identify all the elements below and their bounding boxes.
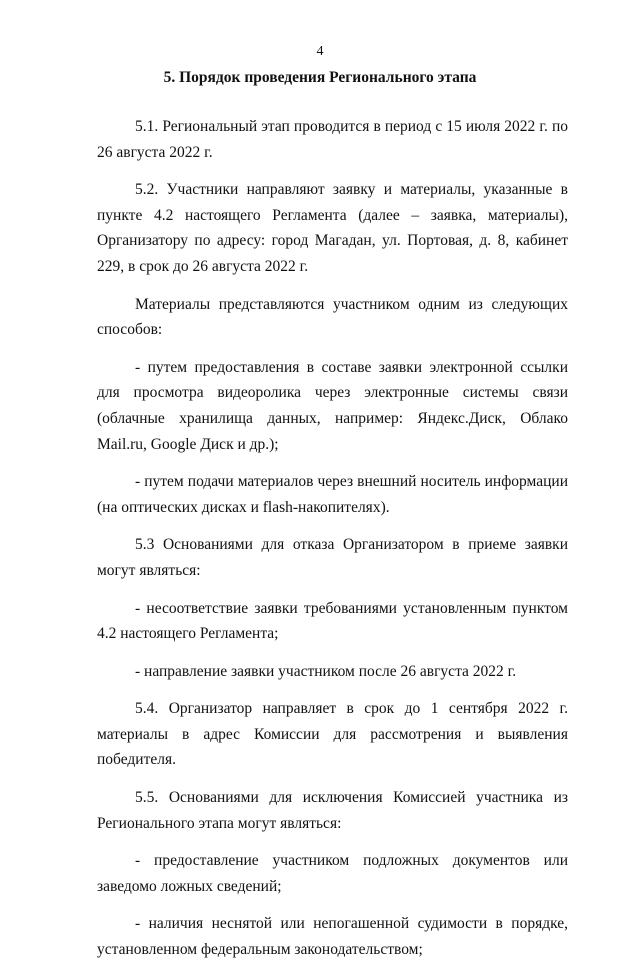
paragraph-5-4: 5.4. Организатор направляет в срок до 1 сентября 2022 г. материалы в адрес Комиссии для рассмотрения и выявления победителя. [97, 700, 568, 769]
paragraph-materials-intro: Материалы представляются участником одним из следующих способов: [97, 295, 568, 339]
list-item-criminal-record: - наличия неснятой или непогашенной судимости в порядке, установленном федеральным законодательством; [97, 915, 568, 959]
section-heading: 5. Порядок проведения Регионального этапа [163, 69, 477, 86]
paragraph-5-2: 5.2. Участники направляют заявку и материалы, указанные в пункте 4.2 настоящего Регламента (далее – заявка, материалы), Организатору по адресу: город Магадан, ул. Портовая, д. 8, кабинет 229, в срок до 26 августа 2022 г. [97, 181, 568, 275]
list-item-external-media: - путем подачи материалов через внешний носитель информации (на оптических дисках и flash-накопителях). [97, 473, 568, 516]
list-item-electronic-link: - путем предоставления в составе заявки электронной ссылки для просмотра видеоролика через электронные системы связи (облачные хранилища данных, например: Яндекс.Диск, Облако Mail.ru, Google Диск и др.); [97, 358, 568, 453]
list-item-late-submission: - направление заявки участником после 26 августа 2022 г. [135, 662, 517, 680]
document-body [97, 114, 568, 975]
paragraph-5-5: 5.5. Основаниями для исключения Комиссией участника из Регионального этапа могут являться: [97, 789, 568, 832]
list-item-forged-documents: - предоставление участником подложных документов или заведомо ложных сведений; [97, 852, 568, 895]
page-number: 4 [316, 44, 324, 59]
list-item-nonconformity: - несоответствие заявки требованиями установленным пунктом 4.2 настоящего Регламента; [97, 599, 568, 643]
paragraph-5-1: 5.1. Региональный этап проводится в период с 15 июля 2022 г. по 26 августа 2022 г. [97, 118, 568, 161]
paragraph-5-3: 5.3 Основаниями для отказа Организатором в приеме заявки могут являться: [97, 536, 568, 579]
